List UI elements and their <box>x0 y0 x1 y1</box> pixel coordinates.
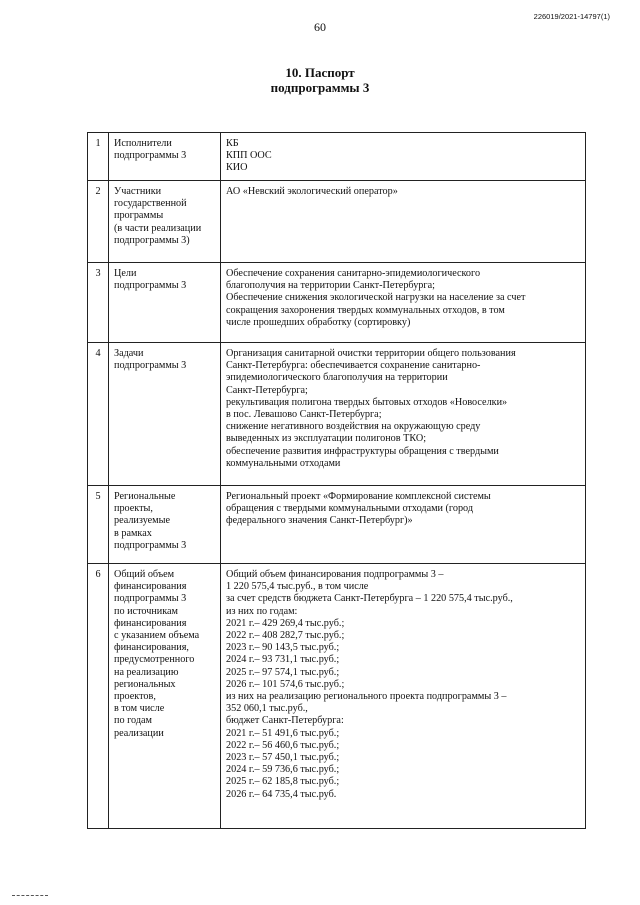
row-content <box>221 181 586 263</box>
row-number: 4 <box>88 343 109 486</box>
name-line: проектов, <box>114 691 156 703</box>
row-content <box>221 564 586 829</box>
name-line: подпрограммы 3 <box>114 360 187 372</box>
section-title <box>0 65 640 95</box>
name-line: по источникам <box>114 605 179 617</box>
table-row <box>88 133 586 181</box>
name-line: государственной <box>114 198 187 210</box>
content-line: КБ <box>226 138 239 149</box>
table-row <box>88 263 586 343</box>
row-number: 3 <box>88 263 109 343</box>
name-line: региональных <box>114 678 176 690</box>
name-line: проекты, <box>114 503 153 515</box>
name-line: финансирования <box>114 617 187 629</box>
content-line: Санкт-Петербурга; <box>226 384 308 396</box>
content-line: Организация санитарной очистки территории общего пользования <box>226 348 516 359</box>
content-line: рекультивация полигона твердых бытовых отходов «Новоселки» <box>226 396 508 408</box>
content-line: в пос. Левашово Санкт-Петербурга; <box>226 409 382 421</box>
row-name <box>109 343 221 486</box>
document-code: 226019/2021-14797(1) <box>533 12 610 21</box>
content-line: 2023 г.– 57 450,1 тыс.руб.; <box>226 752 340 764</box>
name-line: в том числе <box>114 703 165 715</box>
content-line: 1 220 575,4 тыс.руб., в том числе <box>226 581 369 593</box>
name-line: реализации <box>114 727 164 739</box>
content-line: благополучия на территории Санкт-Петербурга; <box>226 280 435 292</box>
content-line: снижение негативного воздействия на окружающую среду <box>226 421 481 433</box>
name-line: Общий объем <box>114 569 175 580</box>
content-line: бюджет Санкт-Петербурга: <box>226 715 344 727</box>
name-line: подпрограммы 3 <box>114 280 187 292</box>
name-line: финансирования, <box>114 642 189 654</box>
row-content <box>221 133 586 181</box>
row-name <box>109 263 221 343</box>
content-line: эпидемиологического благополучия на территории <box>226 372 448 384</box>
content-line: федерального значения Санкт-Петербург)» <box>226 515 413 527</box>
content-line: числе прошедших обработку (сортировку) <box>226 316 411 328</box>
content-line: АО «Невский экологический оператор» <box>226 186 398 197</box>
content-line: коммунальными отходами <box>226 457 341 469</box>
content-line: сокращения захоронения твердых коммунальных отходов, в том <box>226 304 505 316</box>
name-line: подпрограммы 3 <box>114 539 187 551</box>
name-line: по годам <box>114 715 152 727</box>
scan-edge-mark <box>12 895 48 897</box>
content-line: 2023 г.– 90 143,5 тыс.руб.; <box>226 642 340 654</box>
section-title-line-2: подпрограммы 3 <box>270 80 370 95</box>
name-line: программы <box>114 210 164 222</box>
passport-table <box>87 132 586 829</box>
name-line: Задачи <box>114 348 144 359</box>
section-title-line-1: 10. Паспорт <box>285 65 355 80</box>
name-line: подпрограммы 3 <box>114 593 187 605</box>
row-name <box>109 181 221 263</box>
content-line: 2021 г.– 51 491,6 тыс.руб.; <box>226 727 340 739</box>
name-line: финансирования <box>114 581 187 593</box>
row-number: 2 <box>88 181 109 263</box>
table-row <box>88 181 586 263</box>
page-number: 60 <box>314 20 326 34</box>
content-line: обеспечение развития инфраструктуры обращения с твердыми <box>226 445 499 457</box>
name-line: с указанием объема <box>114 630 200 642</box>
content-line: КИО <box>226 162 248 174</box>
content-line: 2026 г.– 64 735,4 тыс.руб. <box>226 788 337 800</box>
table-row <box>88 343 586 486</box>
content-line: обращения с твердыми коммунальными отходами (город <box>226 503 474 515</box>
content-line: выведенных из эксплуатации полигонов ТКО; <box>226 433 427 445</box>
content-line: Региональный проект «Формирование комплексной системы <box>226 491 491 502</box>
content-line: из них на реализацию регионального проекта подпрограммы 3 – <box>226 691 507 703</box>
name-line: в рамках <box>114 527 152 539</box>
row-name <box>109 133 221 181</box>
name-line: подпрограммы 3 <box>114 150 187 162</box>
row-number: 6 <box>88 564 109 829</box>
name-line: (в части реализации <box>114 222 202 234</box>
content-line: 2022 г.– 56 460,6 тыс.руб.; <box>226 739 340 751</box>
row-number: 1 <box>88 133 109 181</box>
content-line: за счет средств бюджета Санкт-Петербурга – 1 220 575,4 тыс.руб., <box>226 593 513 605</box>
row-number: 5 <box>88 486 109 564</box>
content-line: КПП ООС <box>226 150 272 162</box>
row-name <box>109 564 221 829</box>
content-line: Санкт-Петербурга: обеспечивается сохранение санитарно- <box>226 360 481 372</box>
row-name <box>109 486 221 564</box>
name-line: на реализацию <box>114 666 179 678</box>
content-line: Общий объем финансирования подпрограммы 3 – <box>226 569 444 580</box>
content-line: 2026 г.– 101 574,6 тыс.руб.; <box>226 678 345 690</box>
row-content <box>221 343 586 486</box>
content-line: Обеспечение сохранения санитарно-эпидемиологического <box>226 268 481 279</box>
name-line: Участники <box>114 186 162 197</box>
content-line: 2025 г.– 62 185,8 тыс.руб.; <box>226 776 340 788</box>
content-line: из них по годам: <box>226 605 298 617</box>
content-line: Обеспечение снижения экологической нагрузки на население за счет <box>226 292 526 304</box>
content-line: 2025 г.– 97 574,1 тыс.руб.; <box>226 666 340 678</box>
content-line: 352 060,1 тыс.руб., <box>226 703 308 715</box>
name-line: реализуемые <box>114 515 170 527</box>
name-line: Исполнители <box>114 138 172 149</box>
content-line: 2024 г.– 93 731,1 тыс.руб.; <box>226 654 340 666</box>
content-line: 2022 г.– 408 282,7 тыс.руб.; <box>226 630 345 642</box>
row-content <box>221 486 586 564</box>
row-content <box>221 263 586 343</box>
content-line: 2021 г.– 429 269,4 тыс.руб.; <box>226 617 345 629</box>
table-row <box>88 486 586 564</box>
table-row <box>88 564 586 829</box>
name-line: подпрограммы 3) <box>114 234 190 246</box>
name-line: Региональные <box>114 491 176 502</box>
content-line: 2024 г.– 59 736,6 тыс.руб.; <box>226 764 340 776</box>
name-line: предусмотренного <box>114 654 195 666</box>
name-line: Цели <box>114 268 137 279</box>
